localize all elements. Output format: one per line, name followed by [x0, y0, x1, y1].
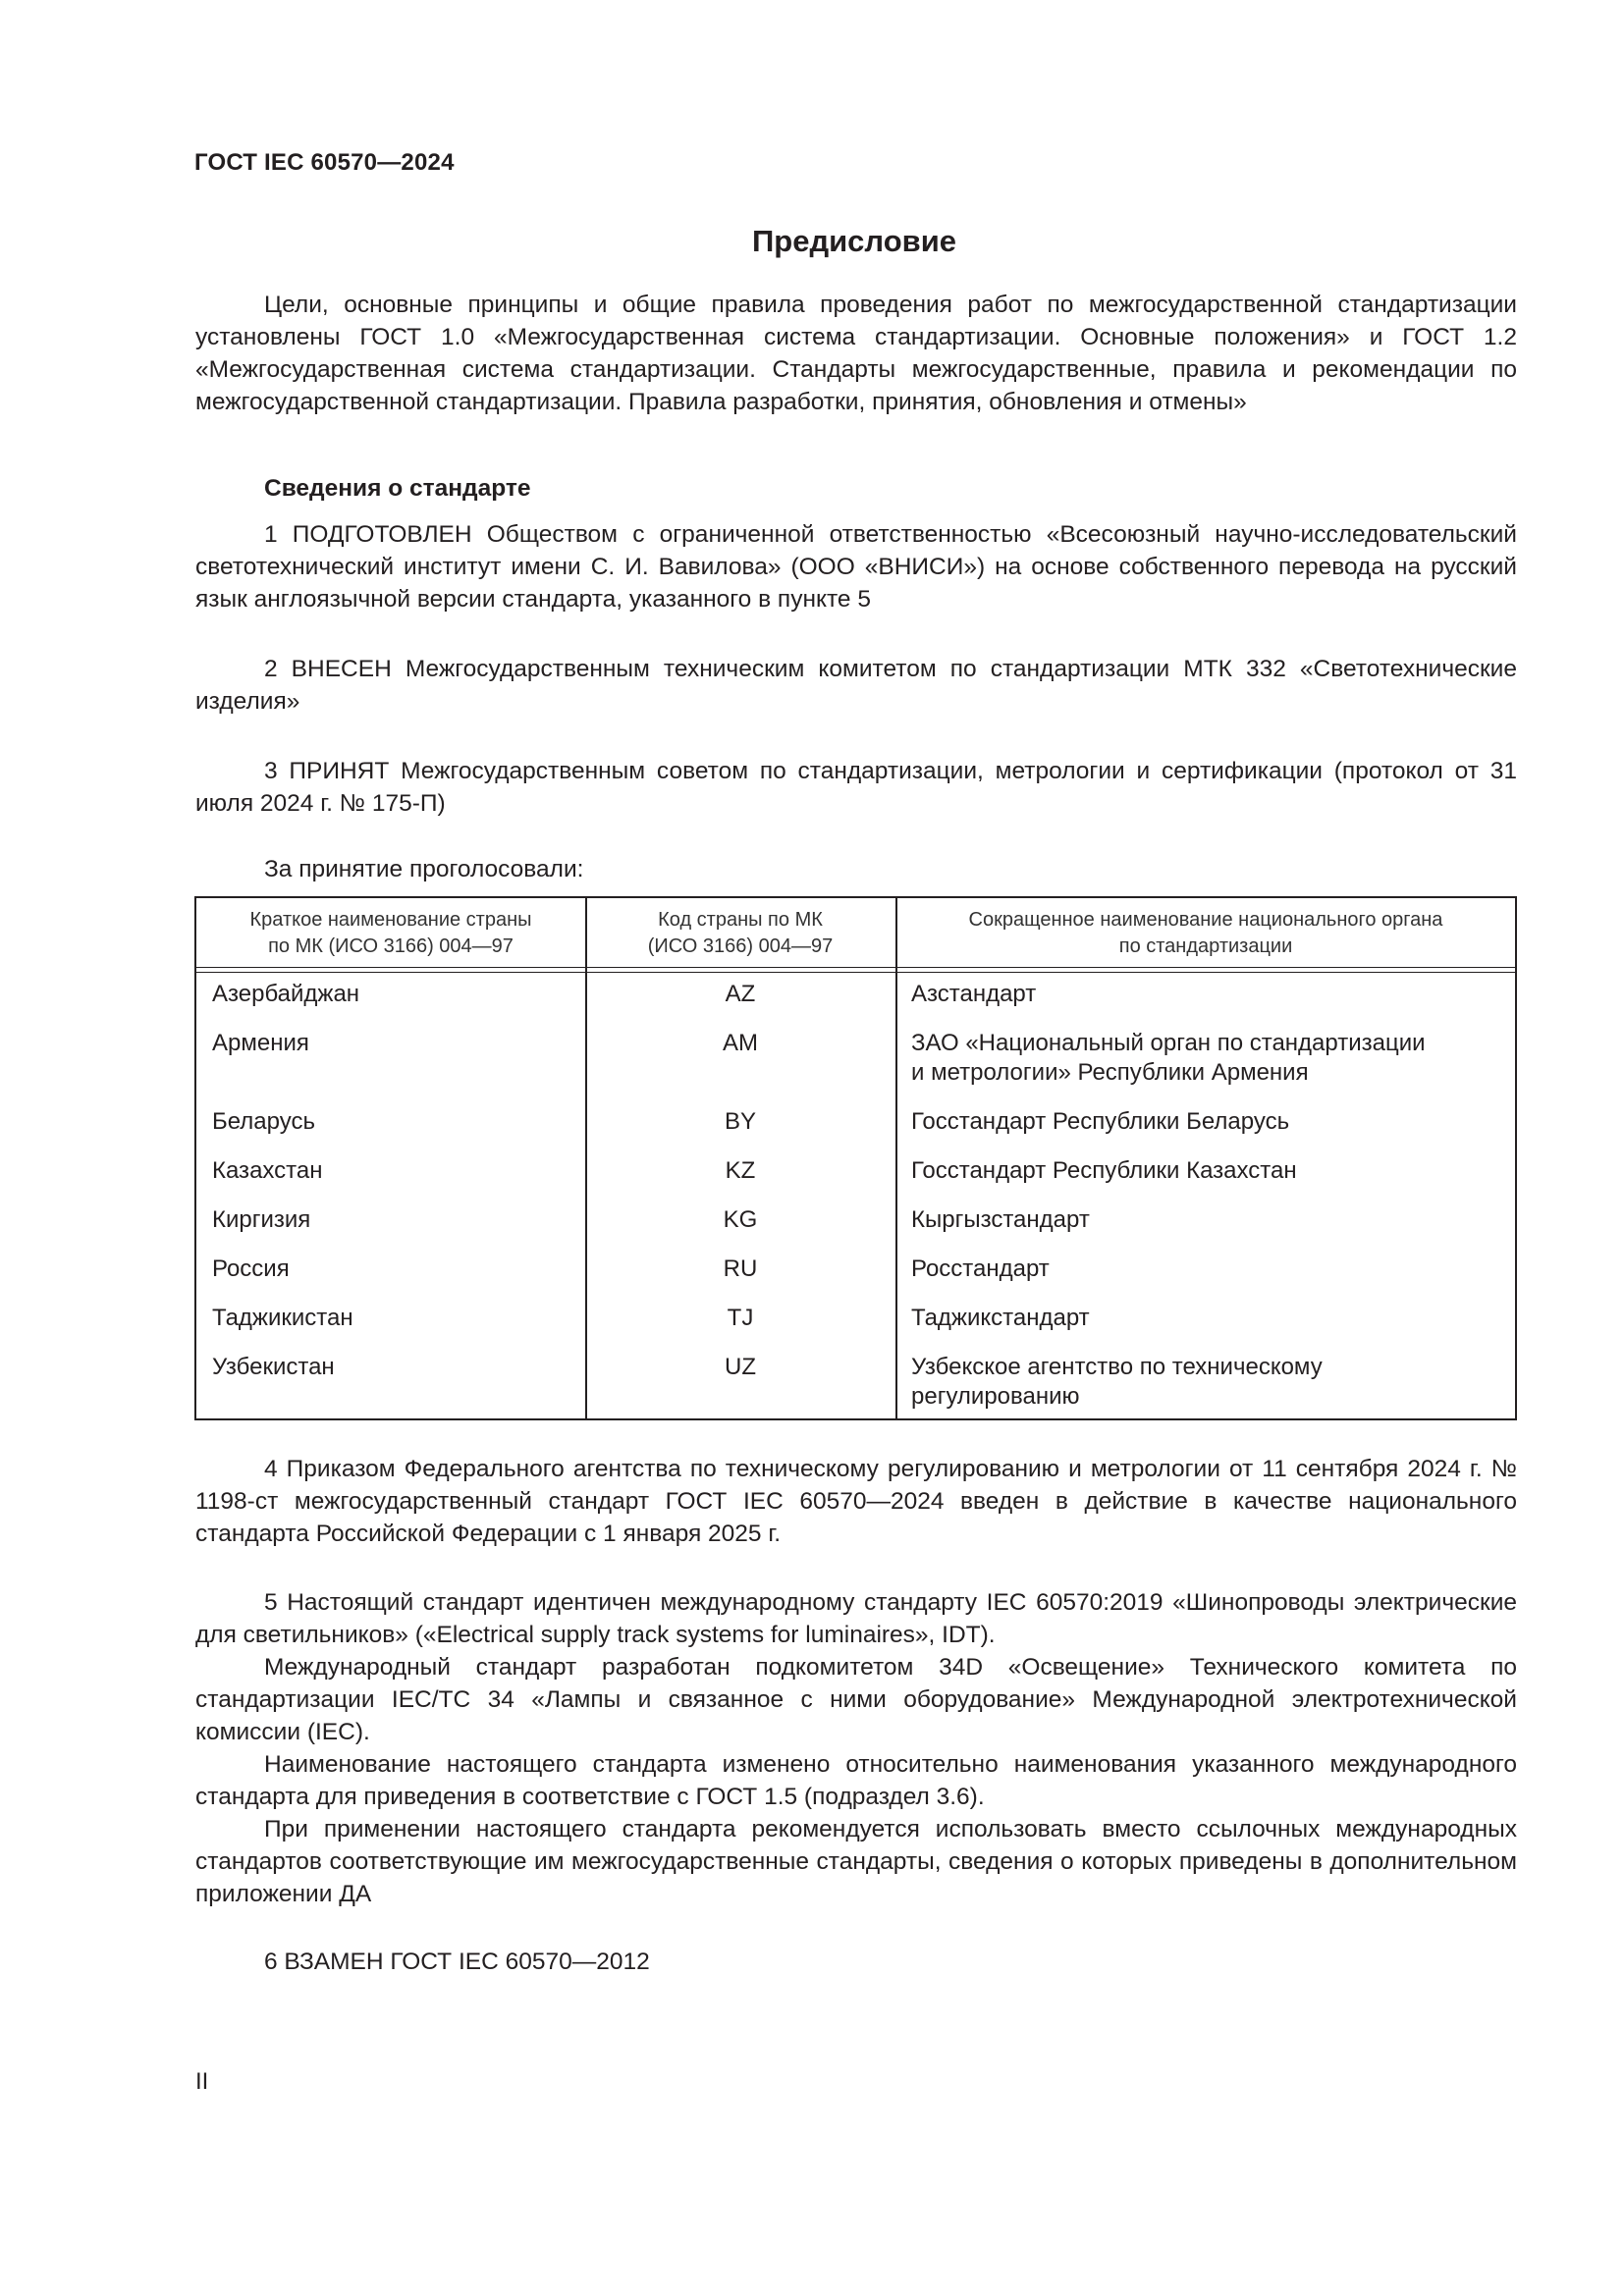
table-header-code: [585, 907, 895, 960]
table-cell-national-body: [911, 980, 1036, 1009]
vote-label: За принятие проголосовали:: [264, 856, 584, 882]
table-cell-national-body: [911, 1304, 1090, 1333]
item-5-references: [195, 1813, 1517, 1910]
page-number: II: [195, 2068, 209, 2095]
national-body-line: Росстандарт: [911, 1255, 1050, 1282]
item-4-order: [195, 1453, 1517, 1550]
document-id-header: ГОСТ IEC 60570—2024: [194, 149, 455, 176]
voting-countries-table: [194, 896, 1517, 1420]
table-cell-national-body: [911, 1353, 1323, 1412]
item-1-text: 1 ПОДГОТОВЛЕН Обществом с ограниченной ответственностью «Всесоюзный научно-исследовательский светотехнический институт имени С. И. Вавилова» (ООО «ВНИСИ») на основе собственного перевода на русский язык англоязычной версии стандарта, указанного в пункте 5: [195, 521, 1517, 613]
item-3-adopted: [195, 755, 1517, 820]
table-header-country: [196, 907, 585, 960]
intro-paragraph: [195, 289, 1517, 418]
table-cell-country: Казахстан: [212, 1157, 323, 1184]
item-5-references-text: При применении настоящего стандарта рекомендуется использовать вместо ссылочных международных стандартов соответствующие им межгосударственные стандарты, сведения о которых приведены в дополнительном приложении ДА: [195, 1816, 1517, 1907]
national-body-line: Таджикстандарт: [911, 1305, 1090, 1331]
item-6-text: 6 ВЗАМЕН ГОСТ IEC 60570—2012: [264, 1949, 650, 1975]
header-line: по стандартизации: [1118, 935, 1293, 957]
table-cell-country: Армения: [212, 1030, 309, 1056]
national-body-line: Азстандарт: [911, 981, 1037, 1007]
page-title: Предисловие: [751, 224, 956, 258]
item-1-prepared: [195, 518, 1517, 615]
table-cell-country: Беларусь: [212, 1108, 315, 1135]
section-heading: Сведения о стандарте: [264, 475, 531, 502]
national-body-line: и метрологии» Республики Армения: [911, 1059, 1309, 1086]
table-cell-national-body: [911, 1156, 1297, 1186]
header-line: по МК (ИСО 3166) 004—97: [268, 935, 514, 957]
item-5-developer: [195, 1651, 1517, 1748]
table-cell-national-body: [911, 1205, 1090, 1235]
item-2-text: 2 ВНЕСЕН Межгосударственным техническим комитетом по стандартизации МТК 332 «Светотехнические изделия»: [195, 656, 1517, 715]
national-body-line: Кыргызстандарт: [911, 1206, 1090, 1233]
header-divider: [196, 972, 1515, 973]
table-cell-code: BY: [724, 1108, 756, 1135]
table-cell-code: KZ: [725, 1157, 756, 1184]
table-cell-country: Таджикистан: [212, 1305, 353, 1331]
item-5-developer-text: Международный стандарт разработан подкомитетом 34D «Освещение» Технического комитета по стандартизации IEC/TC 34 «Лампы и связанное с ними оборудование» Международной электротехнической комиссии (IEC).: [195, 1654, 1517, 1745]
item-5-name-change-text: Наименование настоящего стандарта изменено относительно наименования указанного международного стандарта для приведения в соответствие с ГОСТ 1.5 (подраздел 3.6).: [195, 1751, 1517, 1810]
table-cell-national-body: [911, 1029, 1426, 1088]
table-cell-country: Азербайджан: [212, 981, 360, 1007]
item-5-text: 5 Настоящий стандарт идентичен международному стандарту IEC 60570:2019 «Шинопроводы электрические для светильников» («Electrical supply track systems for luminaires», IDT).: [195, 1589, 1517, 1648]
column-divider: [895, 898, 897, 1418]
national-body-line: регулированию: [911, 1383, 1080, 1410]
item-2-submitted: [195, 653, 1517, 718]
header-line: Код страны по МК: [658, 909, 823, 931]
table-cell-national-body: [911, 1255, 1050, 1284]
table-cell-code: KG: [723, 1206, 758, 1233]
table-cell-code: RU: [723, 1255, 758, 1282]
table-cell-code: AM: [723, 1030, 758, 1056]
table-cell-country: Россия: [212, 1255, 290, 1282]
header-line: Краткое наименование страны: [249, 909, 532, 931]
item-5-name-change: [195, 1748, 1517, 1813]
table-cell-code: AZ: [725, 981, 756, 1007]
header-line: Сокращенное наименование национального органа: [968, 909, 1443, 931]
table-cell-code: TJ: [727, 1305, 754, 1331]
national-body-line: ЗАО «Национальный орган по стандартизации: [911, 1030, 1426, 1056]
intro-text: Цели, основные принципы и общие правила проведения работ по межгосударственной стандартизации установлены ГОСТ 1.0 «Межгосударственная система стандартизации. Основные положения» и ГОСТ 1.2 «Межгосударственная система стандартизации. Стандарты межгосударственные, правила и рекомендации по межгосударственной стандартизации. Правила разработки, принятия, обновления и отмены»: [195, 292, 1517, 415]
table-cell-national-body: [911, 1107, 1289, 1137]
item-4-text: 4 Приказом Федерального агентства по техническому регулированию и метрологии от 11 сентября 2024 г. № 1198-ст межгосударственный стандарт ГОСТ IEC 60570—2024 введен в действие в качестве национального стандарта Российской Федерации с 1 января 2025 г.: [195, 1456, 1517, 1547]
table-cell-country: Киргизия: [212, 1206, 311, 1233]
national-body-line: Госстандарт Республики Беларусь: [911, 1108, 1290, 1135]
national-body-line: Узбекское агентство по техническому: [911, 1354, 1323, 1380]
table-cell-code: UZ: [725, 1354, 756, 1380]
item-5-identical: [195, 1586, 1517, 1651]
item-6-replaces: [195, 1946, 1517, 1978]
table-header-national-body: [895, 907, 1516, 960]
table-cell-country: Узбекистан: [212, 1354, 335, 1380]
national-body-line: Госстандарт Республики Казахстан: [911, 1157, 1297, 1184]
header-line: (ИСО 3166) 004—97: [647, 935, 834, 957]
header-divider: [196, 967, 1515, 968]
item-3-text: 3 ПРИНЯТ Межгосударственным советом по стандартизации, метрологии и сертификации (протокол от 31 июля 2024 г. № 175-П): [195, 758, 1517, 817]
